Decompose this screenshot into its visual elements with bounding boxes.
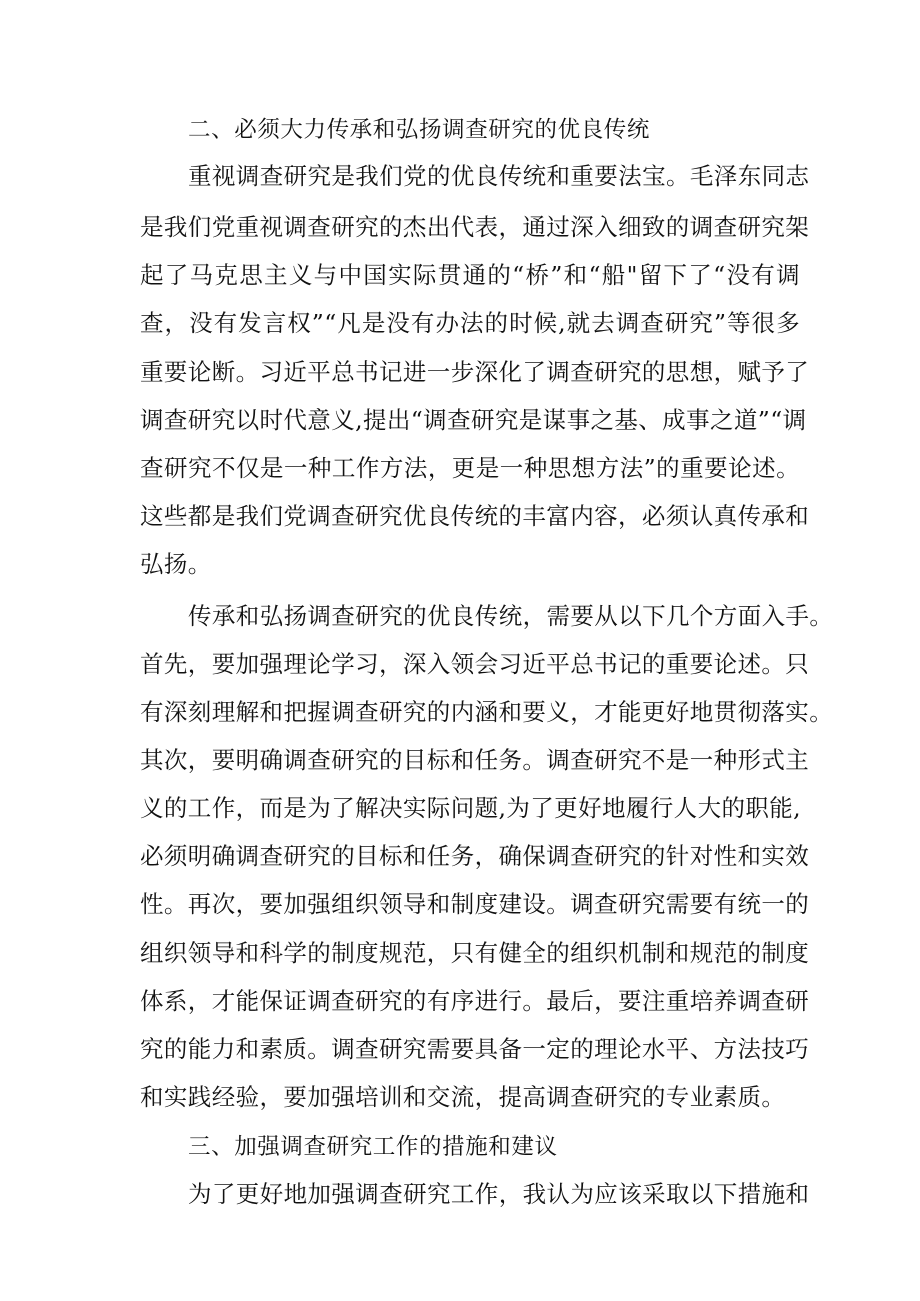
paragraph-line: 有深刻理解和把握调查研究的内涵和要义，才能更好地贯彻落实。 <box>140 698 834 726</box>
paragraph-line: 查，没有发言权”“凡是没有办法的时候,就去调查研究”等很多 <box>140 309 800 337</box>
paragraph-line: 调查研究以时代意义,提出“调查研究是谋事之基、成事之道”“调 <box>140 406 807 434</box>
paragraph-line: 和实践经验，要加强培训和交流，提高调查研究的专业素质。 <box>140 1083 786 1111</box>
paragraph-line: 查研究不仅是一种工作方法，更是一种思想方法”的重要论述。 <box>140 454 800 482</box>
paragraph-line: 必须明确调查研究的目标和任务，确保调查研究的针对性和实效 <box>140 842 810 870</box>
paragraph-line: 体系，才能保证调查研究的有序进行。最后，要注重培养调查研 <box>140 987 810 1015</box>
paragraph-line: 起了马克思主义与中国实际贯通的“桥”和“船"留下了“没有调 <box>140 261 800 289</box>
section-heading-3: 三、加强调查研究工作的措施和建议 <box>188 1134 558 1160</box>
paragraph-line: 其次，要明确调查研究的目标和任务。调查研究不是一种形式主 <box>140 746 810 774</box>
paragraph-line: 弘扬。 <box>140 550 212 578</box>
paragraph-line: 组织领导和科学的制度规范，只有健全的组织机制和规范的制度 <box>140 939 810 967</box>
paragraph-line: 这些都是我们党调查研究优良传统的丰富内容，必须认真传承和 <box>140 502 810 530</box>
paragraph-line: 究的能力和素质。调查研究需要具备一定的理论水平、方法技巧 <box>140 1035 810 1063</box>
paragraph-line: 为了更好地加强调查研究工作，我认为应该采取以下措施和 <box>188 1180 810 1208</box>
paragraph-line: 首先，要加强理论学习，深入领会习近平总书记的重要论述。只 <box>140 650 810 678</box>
paragraph-line: 是我们党重视调查研究的杰出代表，通过深入细致的调查研究架 <box>140 213 810 241</box>
paragraph-line: 传承和弘扬调查研究的优良传统，需要从以下几个方面入手。 <box>188 602 834 630</box>
section-heading-2: 二、必须大力传承和弘扬调查研究的优良传统 <box>188 117 651 143</box>
paragraph-line: 性。再次，要加强组织领导和制度建设。调查研究需要有统一的 <box>140 890 810 918</box>
paragraph-line: 重要论断。习近平总书记进一步深化了调查研究的思想，赋予了 <box>140 358 810 386</box>
paragraph-line: 重视调查研究是我们党的优良传统和重要法宝。毛泽东同志 <box>188 162 810 190</box>
paragraph-line: 义的工作，而是为了解决实际问题,为了更好地履行人大的职能, <box>140 794 802 822</box>
